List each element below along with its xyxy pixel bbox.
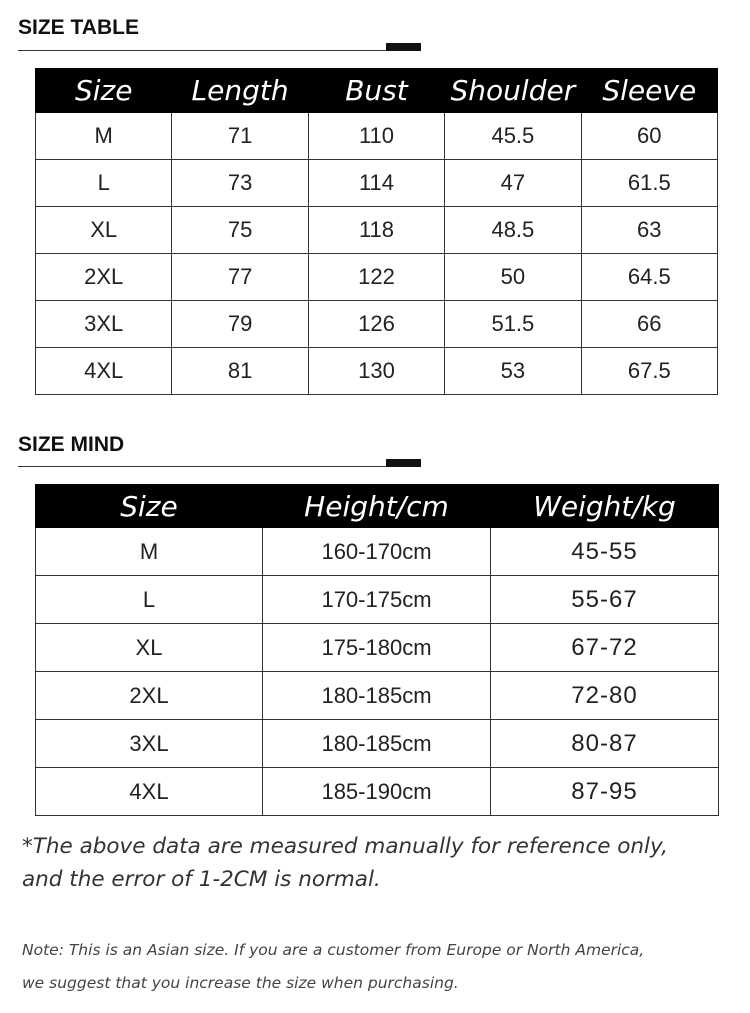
height-cell: 175-180cm <box>263 624 491 672</box>
height-cell: 170-175cm <box>263 576 491 624</box>
size-table-header-cell: Shoulder <box>445 69 581 113</box>
size-cell: M <box>36 528 263 576</box>
sleeve-cell: 66 <box>581 301 717 348</box>
size-table-title-rule <box>18 50 420 51</box>
size-table-title-accent <box>386 43 421 51</box>
table-row <box>36 113 718 160</box>
table-row <box>36 254 718 301</box>
size-cell: M <box>36 113 172 160</box>
size-cell: XL <box>36 207 172 254</box>
weight-cell: 55-67 <box>491 576 719 624</box>
bust-cell: 122 <box>308 254 444 301</box>
bust-cell: 114 <box>308 160 444 207</box>
height-cell: 180-185cm <box>263 720 491 768</box>
height-cell: 180-185cm <box>263 672 491 720</box>
length-cell: 75 <box>172 207 308 254</box>
table-row <box>36 160 718 207</box>
size-table-header-cell: Length <box>172 69 308 113</box>
measurement-note <box>22 830 722 896</box>
sleeve-cell: 61.5 <box>581 160 717 207</box>
weight-cell: 87-95 <box>491 768 719 816</box>
size-mind-title-accent <box>386 459 421 467</box>
size-cell: 4XL <box>36 768 263 816</box>
size-mind-table <box>35 484 719 816</box>
size-mind-header-cell: Weight/kg <box>491 485 719 528</box>
height-cell: 160-170cm <box>263 528 491 576</box>
sleeve-cell: 64.5 <box>581 254 717 301</box>
table-row <box>36 672 719 720</box>
shoulder-cell: 45.5 <box>445 113 581 160</box>
shoulder-cell: 53 <box>445 348 581 395</box>
size-mind-header-cell: Height/cm <box>263 485 491 528</box>
weight-cell: 80-87 <box>491 720 719 768</box>
size-cell: 3XL <box>36 720 263 768</box>
size-cell: L <box>36 576 263 624</box>
weight-cell: 72-80 <box>491 672 719 720</box>
table-row <box>36 301 718 348</box>
size-table-header-cell: Size <box>36 69 172 113</box>
table-row <box>36 348 718 395</box>
table-row <box>36 768 719 816</box>
length-cell: 81 <box>172 348 308 395</box>
bust-cell: 130 <box>308 348 444 395</box>
size-cell: 4XL <box>36 348 172 395</box>
size-table-header-cell: Sleeve <box>581 69 717 113</box>
shoulder-cell: 51.5 <box>445 301 581 348</box>
asian-size-note-line: we suggest that you increase the size when purchasing. <box>22 974 459 992</box>
shoulder-cell: 48.5 <box>445 207 581 254</box>
bust-cell: 126 <box>308 301 444 348</box>
sleeve-cell: 63 <box>581 207 717 254</box>
size-cell: L <box>36 160 172 207</box>
table-row <box>36 528 719 576</box>
measurement-note-line: *The above data are measured manually for reference only, <box>22 834 668 859</box>
size-table-header-row <box>36 69 718 113</box>
length-cell: 77 <box>172 254 308 301</box>
size-mind-title-rule <box>18 466 420 467</box>
asian-size-note-line: Note: This is an Asian size. If you are a customer from Europe or North America, <box>22 941 645 959</box>
size-mind-header-cell: Size <box>36 485 263 528</box>
shoulder-cell: 50 <box>445 254 581 301</box>
size-cell: XL <box>36 624 263 672</box>
size-table-header-cell: Bust <box>308 69 444 113</box>
bust-cell: 110 <box>308 113 444 160</box>
length-cell: 71 <box>172 113 308 160</box>
size-table <box>35 68 718 395</box>
table-row <box>36 624 719 672</box>
bust-cell: 118 <box>308 207 444 254</box>
height-cell: 185-190cm <box>263 768 491 816</box>
table-row <box>36 720 719 768</box>
weight-cell: 67-72 <box>491 624 719 672</box>
length-cell: 73 <box>172 160 308 207</box>
sleeve-cell: 60 <box>581 113 717 160</box>
size-cell: 3XL <box>36 301 172 348</box>
size-cell: 2XL <box>36 254 172 301</box>
sleeve-cell: 67.5 <box>581 348 717 395</box>
table-row <box>36 207 718 254</box>
size-cell: 2XL <box>36 672 263 720</box>
asian-size-note <box>22 934 732 1000</box>
size-table-title: SIZE TABLE <box>18 16 139 39</box>
size-mind-title: SIZE MIND <box>18 433 125 456</box>
weight-cell: 45-55 <box>491 528 719 576</box>
shoulder-cell: 47 <box>445 160 581 207</box>
table-row <box>36 576 719 624</box>
length-cell: 79 <box>172 301 308 348</box>
measurement-note-line: and the error of 1-2CM is normal. <box>22 867 381 892</box>
size-mind-header-row <box>36 485 719 528</box>
